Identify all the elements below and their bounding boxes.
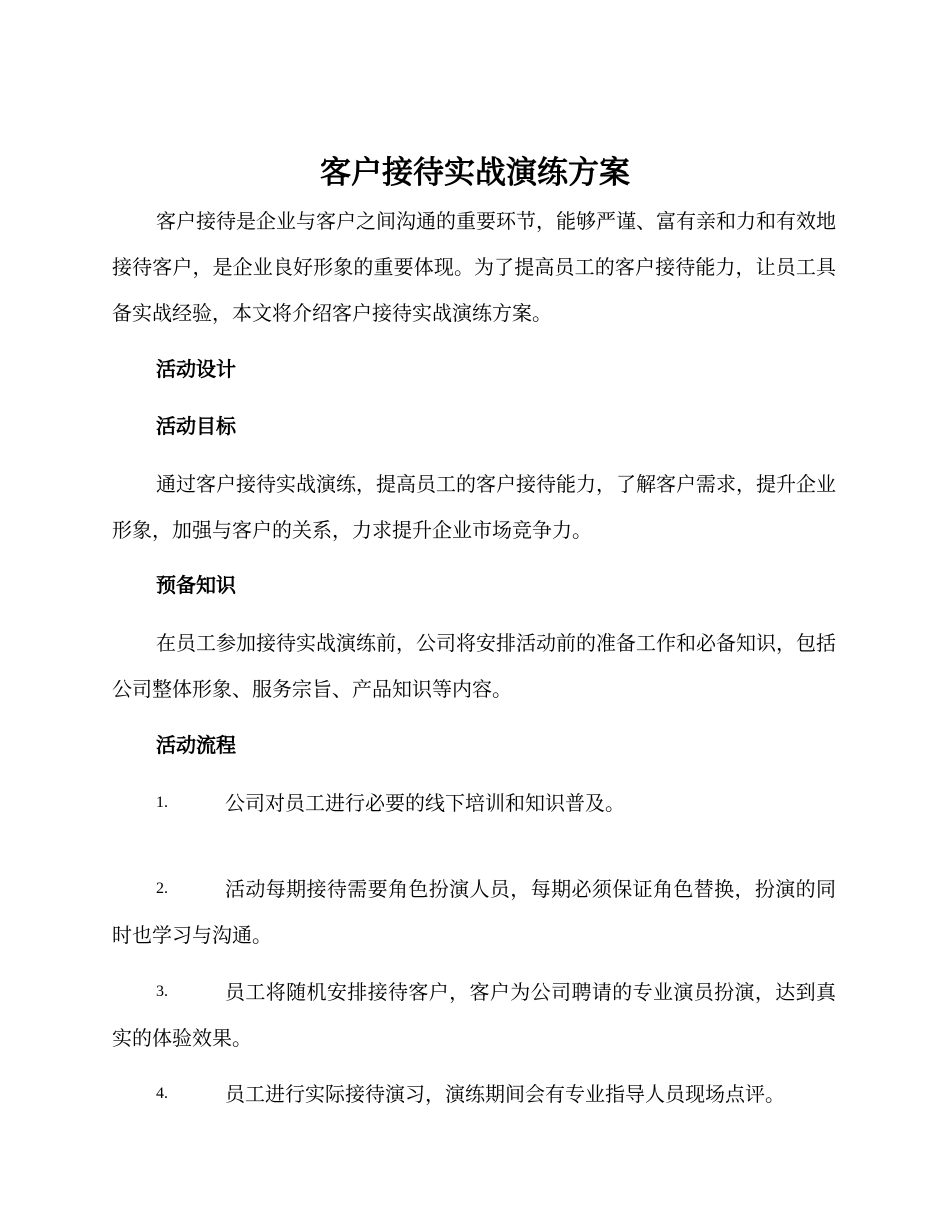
list-item-text: 公司对员工进行必要的线下培训和知识普及。 — [225, 791, 625, 815]
heading-prerequisite-knowledge: 预备知识 — [156, 573, 236, 597]
list-item-text: 员工将随机安排接待客户，客户为公司聘请的专业演员扮演，达到真实的体验效果。 — [112, 980, 836, 1050]
list-number: 2. — [156, 880, 168, 897]
intro-paragraph: 客户接待是企业与客户之间沟通的重要环节，能够严谨、富有亲和力和有效地接待客户，是企业良好形象的重要体现。为了提高员工的客户接待能力，让员工具备实战经验，本文将介绍客户接待实战演练方案。 — [112, 209, 836, 325]
list-number: 3. — [156, 983, 168, 1000]
goal-paragraph: 通过客户接待实战演练，提高员工的客户接待能力，了解客户需求，提升企业形象，加强与客户的关系，力求提升企业市场竞争力。 — [112, 472, 836, 542]
list-number: 4. — [156, 1085, 168, 1102]
list-number: 1. — [156, 794, 168, 811]
heading-activity-goal: 活动目标 — [156, 414, 236, 438]
heading-activity-process: 活动流程 — [156, 733, 236, 757]
knowledge-paragraph: 在员工参加接待实战演练前，公司将安排活动前的准备工作和必备知识，包括公司整体形象、服务宗旨、产品知识等内容。 — [112, 631, 836, 701]
process-list-item — [112, 780, 836, 826]
list-item-text: 活动每期接待需要角色扮演人员，每期必须保证角色替换，扮演的同时也学习与沟通。 — [112, 877, 836, 947]
process-list-item — [112, 866, 836, 958]
process-list-item — [112, 1071, 836, 1117]
document-title: 客户接待实战演练方案 — [320, 155, 630, 191]
process-list-item — [112, 969, 836, 1061]
heading-activity-design: 活动设计 — [156, 357, 236, 381]
list-item-text: 员工进行实际接待演习，演练期间会有专业指导人员现场点评。 — [225, 1082, 785, 1106]
